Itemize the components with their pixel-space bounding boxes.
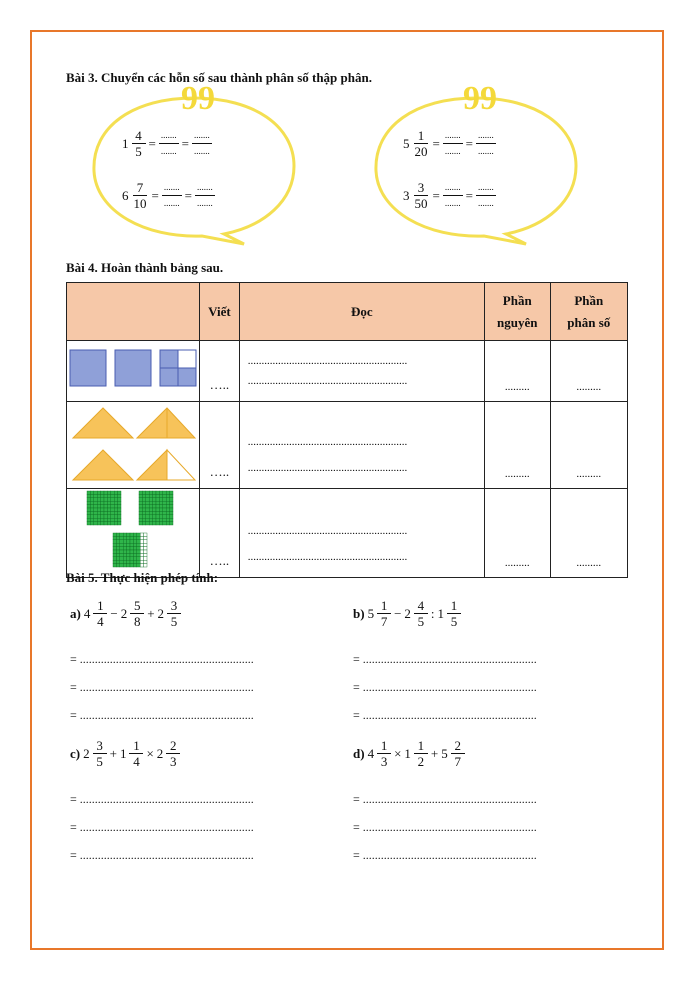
bai3-item-4: 3 $\frac{3}{50}$ = $\frac{.......}{.......}$ = $\frac{.......}{.......}$ <box>403 180 494 211</box>
squares-illustration <box>67 341 200 402</box>
phan-nguyen-cell[interactable]: ......... <box>484 489 550 578</box>
squares-image <box>67 341 199 397</box>
bai5-expr-d: d) 4 $\frac{1}{3}$ × 1 $\frac{1}{2}$ + 5 $\frac{2}{7}$ <box>353 738 465 769</box>
triangles-illustration <box>67 402 200 489</box>
answer-line[interactable]: = .......................................................... <box>70 820 254 834</box>
header-viet: Viết <box>200 283 240 341</box>
bai3-title: Bài 3. Chuyển các hỗn số sau thành phân số thập phân. <box>66 70 372 85</box>
header-image <box>67 283 200 341</box>
bai3-item-2: 6 $\frac{7}{10}$ = $\frac{.......}{.......}$ = $\frac{.......}{.......}$ <box>122 180 213 211</box>
answer-line[interactable]: = .......................................................... <box>353 792 537 806</box>
viet-cell[interactable]: ….. <box>200 341 240 402</box>
answer-blank[interactable]: ....... <box>476 180 496 196</box>
answer-line[interactable]: = .......................................................... <box>70 848 254 862</box>
grids-image <box>67 489 199 573</box>
header-phan-phan-so: Phần phân số <box>550 283 627 341</box>
bai5-expr-c: c) 2 $\frac{3}{5}$ + 1 $\frac{1}{4}$ × 2 $\frac{2}{3}$ <box>70 738 180 769</box>
header-doc: Đọc <box>239 283 484 341</box>
answer-line[interactable]: = .......................................................... <box>353 680 537 694</box>
phan-nguyen-cell[interactable]: ......... <box>484 402 550 489</box>
phan-phan-so-cell[interactable]: ......... <box>550 489 627 578</box>
answer-blank[interactable]: ....... <box>159 128 179 144</box>
table-header-row <box>67 283 628 341</box>
viet-cell[interactable]: ….. <box>200 402 240 489</box>
table-row <box>67 402 628 489</box>
answer-blank[interactable]: ....... <box>162 180 182 196</box>
phan-phan-so-cell[interactable]: ......... <box>550 341 627 402</box>
header-phan-nguyen: Phần nguyên <box>484 283 550 341</box>
answer-line[interactable]: = .......................................................... <box>70 680 254 694</box>
phan-phan-so-cell[interactable]: ......... <box>550 402 627 489</box>
answer-line[interactable]: = .......................................................... <box>70 792 254 806</box>
bai5-title: Bài 5. Thực hiện phép tính: <box>66 570 219 585</box>
table-row <box>67 341 628 402</box>
bai3-item-1: 1 $\frac{4}{5}$ = $\frac{.......}{.......}$ = $\frac{.......}{.......}$ <box>122 128 210 159</box>
answer-line[interactable]: = .......................................................... <box>353 820 537 834</box>
answer-line[interactable]: = .......................................................... <box>353 652 537 666</box>
bai4-table <box>66 282 628 578</box>
answer-line[interactable]: = .......................................................... <box>353 708 537 722</box>
doc-cell[interactable]: .......................................................... .......................................................... <box>239 402 484 489</box>
answer-blank[interactable]: ....... <box>192 128 212 144</box>
answer-blank[interactable]: ....... <box>443 180 463 196</box>
answer-blank[interactable]: ....... <box>476 128 496 144</box>
triangles-image <box>67 402 199 484</box>
grids-illustration <box>67 489 200 578</box>
bai5-expr-a: a) 4 $\frac{1}{4}$ − 2 $\frac{5}{8}$ + 2 $\frac{3}{5}$ <box>70 598 181 629</box>
answer-line[interactable]: = .......................................................... <box>70 708 254 722</box>
answer-blank[interactable]: ....... <box>195 180 215 196</box>
doc-cell[interactable]: .......................................................... .......................................................... <box>239 489 484 578</box>
answer-line[interactable]: = .......................................................... <box>353 848 537 862</box>
quote-mark-icon: 99 <box>463 80 497 117</box>
phan-nguyen-cell[interactable]: ......... <box>484 341 550 402</box>
answer-blank[interactable]: ....... <box>443 128 463 144</box>
bai3-item-3: 5 $\frac{1}{20}$ = $\frac{.......}{.......}$ = $\frac{.......}{.......}$ <box>403 128 494 159</box>
doc-cell[interactable]: .......................................................... .......................................................... <box>239 341 484 402</box>
bai4-title: Bài 4. Hoàn thành bảng sau. <box>66 260 224 275</box>
bai5-expr-b: b) 5 $\frac{1}{7}$ − 2 $\frac{4}{5}$ : 1 $\frac{1}{5}$ <box>353 598 461 629</box>
answer-line[interactable]: = .......................................................... <box>70 652 254 666</box>
quote-mark-icon: 99 <box>181 80 215 117</box>
table-row <box>67 489 628 578</box>
viet-cell[interactable]: ….. <box>200 489 240 578</box>
